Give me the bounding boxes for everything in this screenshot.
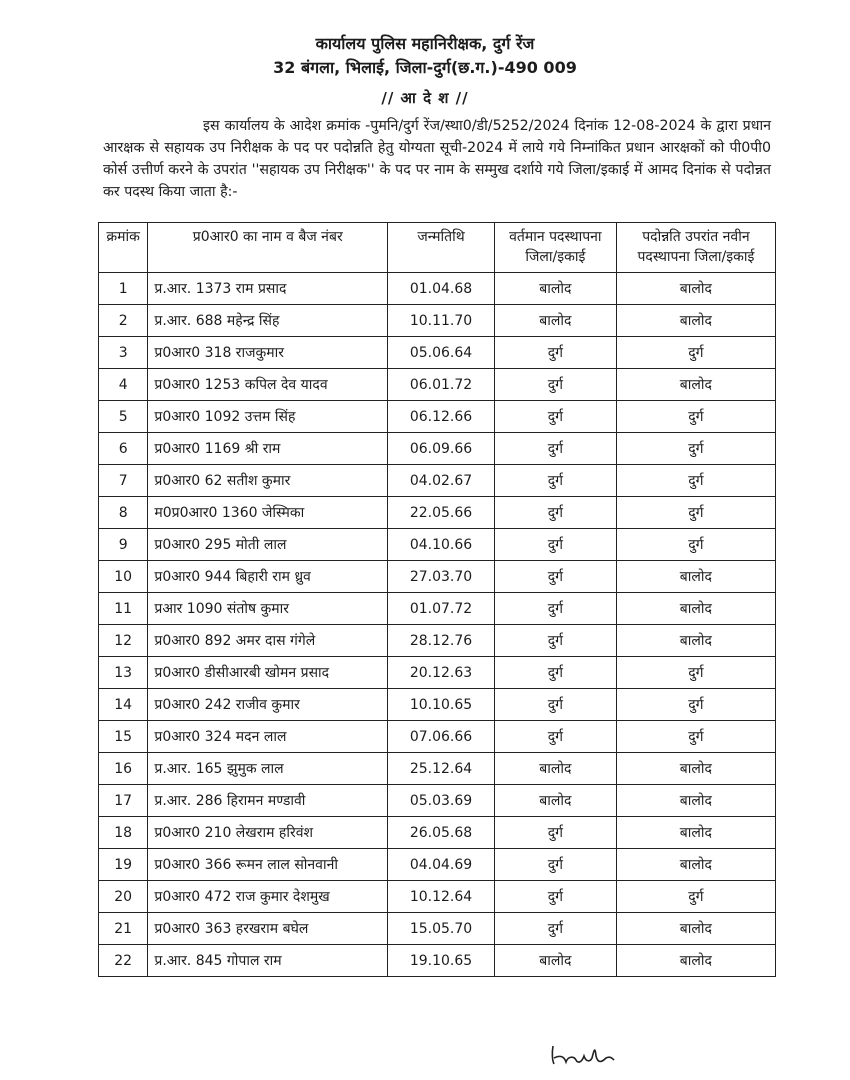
cell-dob: 10.12.64 (388, 881, 495, 913)
table-row (99, 561, 776, 593)
table-row (99, 273, 776, 305)
cell-name: प्र0आर0 324 मदन लाल (148, 721, 388, 753)
cell-new-posting: दुर्ग (616, 881, 775, 913)
cell-current-posting: दुर्ग (494, 401, 616, 433)
col-header-name: प्र0आर0 का नाम व बैज नंबर (148, 223, 388, 273)
cell-sn: 9 (99, 529, 148, 561)
cell-sn: 2 (99, 305, 148, 337)
cell-current-posting: दुर्ग (494, 817, 616, 849)
cell-name: प्र.आर. 845 गोपाल राम (148, 945, 388, 977)
cell-new-posting: बालोद (616, 849, 775, 881)
col-header-new-posting: पदोन्नति उपरांत नवीन पदस्थापना जिला/इकाई (616, 223, 775, 273)
table-row (99, 337, 776, 369)
cell-new-posting: बालोद (616, 593, 775, 625)
cell-dob: 05.03.69 (388, 785, 495, 817)
col-header-current-posting: वर्तमान पदस्थापना जिला/इकाई (494, 223, 616, 273)
cell-new-posting: दुर्ग (616, 497, 775, 529)
table-row (99, 721, 776, 753)
col-header-dob: जन्मतिथि (388, 223, 495, 273)
cell-new-posting: दुर्ग (616, 465, 775, 497)
cell-new-posting: दुर्ग (616, 689, 775, 721)
cell-dob: 04.04.69 (388, 849, 495, 881)
cell-current-posting: दुर्ग (494, 721, 616, 753)
cell-dob: 10.10.65 (388, 689, 495, 721)
table-row (99, 369, 776, 401)
cell-name: प्र0आर0 1169 श्री राम (148, 433, 388, 465)
cell-current-posting: दुर्ग (494, 465, 616, 497)
table-row (99, 849, 776, 881)
cell-current-posting: बालोद (494, 305, 616, 337)
cell-current-posting: दुर्ग (494, 593, 616, 625)
cell-sn: 5 (99, 401, 148, 433)
cell-sn: 3 (99, 337, 148, 369)
cell-new-posting: दुर्ग (616, 337, 775, 369)
cell-name: प्र0आर0 318 राजकुमार (148, 337, 388, 369)
table-row (99, 913, 776, 945)
cell-sn: 13 (99, 657, 148, 689)
cell-new-posting: बालोद (616, 753, 775, 785)
cell-current-posting: दुर्ग (494, 657, 616, 689)
cell-current-posting: दुर्ग (494, 849, 616, 881)
cell-sn: 17 (99, 785, 148, 817)
cell-dob: 06.01.72 (388, 369, 495, 401)
cell-sn: 1 (99, 273, 148, 305)
cell-sn: 22 (99, 945, 148, 977)
cell-current-posting: दुर्ग (494, 625, 616, 657)
cell-dob: 10.11.70 (388, 305, 495, 337)
cell-new-posting: बालोद (616, 273, 775, 305)
cell-sn: 7 (99, 465, 148, 497)
cell-dob: 06.09.66 (388, 433, 495, 465)
cell-new-posting: बालोद (616, 369, 775, 401)
cell-new-posting: दुर्ग (616, 433, 775, 465)
order-body-text: इस कार्यालय के आदेश क्रमांक -पुमनि/दुर्ग रेंज/स्था0/डी/5252/2024 दिनांक 12-08-2024 के द्वारा प्रधान आरक्षक से सहायक उप निरीक्षक के पद पर पदोन्नति हेतु योग्यता सूची-2024 में लाये गये निम्नांकित प्रधान आरक्षकों को पी0पी0 कोर्स उत्तीर्ण करने के उपरांत ''सहायक उप निरीक्षक'' के पद पर नाम के सम्मुख दर्शाये गये जिला/इकाई में आमद दिनांक से पदोन्नत कर पदस्थ किया जाता है:- (103, 118, 771, 200)
table-row (99, 593, 776, 625)
cell-dob: 04.02.67 (388, 465, 495, 497)
cell-sn: 19 (99, 849, 148, 881)
cell-name: प्र0आर0 210 लेखराम हरिवंश (148, 817, 388, 849)
cell-sn: 6 (99, 433, 148, 465)
cell-dob: 15.05.70 (388, 913, 495, 945)
col-header-sn: क्रमांक (99, 223, 148, 273)
table-row (99, 785, 776, 817)
cell-name: प्र0आर0 295 मोती लाल (148, 529, 388, 561)
cell-name: प्र0आर0 366 रूमन लाल सोनवानी (148, 849, 388, 881)
cell-name: प्रआर 1090 संतोष कुमार (148, 593, 388, 625)
cell-name: प्र0आर0 1253 कपिल देव यादव (148, 369, 388, 401)
cell-name: प्र.आर. 1373 राम प्रसाद (148, 273, 388, 305)
cell-new-posting: बालोद (616, 305, 775, 337)
cell-dob: 07.06.66 (388, 721, 495, 753)
cell-current-posting: दुर्ग (494, 369, 616, 401)
cell-dob: 28.12.76 (388, 625, 495, 657)
cell-current-posting: दुर्ग (494, 561, 616, 593)
table-row (99, 465, 776, 497)
cell-new-posting: दुर्ग (616, 401, 775, 433)
cell-name: प्र0आर0 892 अमर दास गंगेले (148, 625, 388, 657)
table-row (99, 433, 776, 465)
cell-dob: 19.10.65 (388, 945, 495, 977)
cell-name: प्र0आर0 944 बिहारी राम ध्रुव (148, 561, 388, 593)
office-title: कार्यालय पुलिस महानिरीक्षक, दुर्ग रेंज (315, 34, 535, 53)
cell-current-posting: दुर्ग (494, 913, 616, 945)
cell-dob: 01.07.72 (388, 593, 495, 625)
table-row (99, 945, 776, 977)
cell-name: प्र0आर0 डीसीआरबी खोमन प्रसाद (148, 657, 388, 689)
cell-new-posting: बालोद (616, 817, 775, 849)
cell-name: प्र.आर. 165 झुमुक लाल (148, 753, 388, 785)
cell-sn: 11 (99, 593, 148, 625)
cell-current-posting: दुर्ग (494, 433, 616, 465)
cell-dob: 26.05.68 (388, 817, 495, 849)
cell-name: प्र0आर0 242 राजीव कुमार (148, 689, 388, 721)
cell-name: म0प्र0आर0 1360 जेस्मिका (148, 497, 388, 529)
cell-dob: 01.04.68 (388, 273, 495, 305)
cell-dob: 27.03.70 (388, 561, 495, 593)
table-row (99, 753, 776, 785)
cell-dob: 22.05.66 (388, 497, 495, 529)
table-row (99, 625, 776, 657)
order-body (103, 115, 771, 203)
cell-current-posting: दुर्ग (494, 689, 616, 721)
cell-current-posting: बालोद (494, 273, 616, 305)
cell-sn: 18 (99, 817, 148, 849)
cell-dob: 25.12.64 (388, 753, 495, 785)
promotion-table (98, 222, 776, 977)
order-title: // आ दे श // (381, 89, 469, 107)
cell-new-posting: बालोद (616, 945, 775, 977)
cell-new-posting: बालोद (616, 561, 775, 593)
cell-current-posting: दुर्ग (494, 337, 616, 369)
office-address: 32 बंगला, भिलाई, जिला-दुर्ग(छ.ग.)-490 009 (273, 58, 577, 77)
cell-sn: 16 (99, 753, 148, 785)
cell-sn: 21 (99, 913, 148, 945)
cell-name: प्र.आर. 688 महेन्द्र सिंह (148, 305, 388, 337)
cell-current-posting: दुर्ग (494, 529, 616, 561)
cell-new-posting: बालोद (616, 785, 775, 817)
cell-name: प्र0आर0 1092 उत्तम सिंह (148, 401, 388, 433)
table-row (99, 401, 776, 433)
cell-sn: 14 (99, 689, 148, 721)
cell-name: प्र0आर0 363 हरखराम बघेल (148, 913, 388, 945)
table-row (99, 497, 776, 529)
cell-new-posting: बालोद (616, 913, 775, 945)
cell-current-posting: बालोद (494, 945, 616, 977)
cell-name: प्र0आर0 62 सतीश कुमार (148, 465, 388, 497)
cell-dob: 05.06.64 (388, 337, 495, 369)
table-row (99, 657, 776, 689)
cell-dob: 20.12.63 (388, 657, 495, 689)
cell-name: प्र.आर. 286 हिरामन मण्डावी (148, 785, 388, 817)
cell-sn: 15 (99, 721, 148, 753)
table-header-row (99, 223, 776, 273)
cell-new-posting: दुर्ग (616, 657, 775, 689)
cell-sn: 8 (99, 497, 148, 529)
cell-sn: 20 (99, 881, 148, 913)
table-row (99, 689, 776, 721)
cell-sn: 10 (99, 561, 148, 593)
cell-current-posting: दुर्ग (494, 881, 616, 913)
cell-new-posting: दुर्ग (616, 721, 775, 753)
cell-dob: 06.12.66 (388, 401, 495, 433)
signature (548, 1038, 648, 1068)
cell-new-posting: बालोद (616, 625, 775, 657)
cell-sn: 4 (99, 369, 148, 401)
cell-current-posting: बालोद (494, 785, 616, 817)
cell-dob: 04.10.66 (388, 529, 495, 561)
table-row (99, 305, 776, 337)
cell-current-posting: बालोद (494, 753, 616, 785)
cell-current-posting: दुर्ग (494, 497, 616, 529)
table-row (99, 881, 776, 913)
cell-name: प्र0आर0 472 राज कुमार देशमुख (148, 881, 388, 913)
table-row (99, 817, 776, 849)
table-row (99, 529, 776, 561)
cell-new-posting: दुर्ग (616, 529, 775, 561)
cell-sn: 12 (99, 625, 148, 657)
